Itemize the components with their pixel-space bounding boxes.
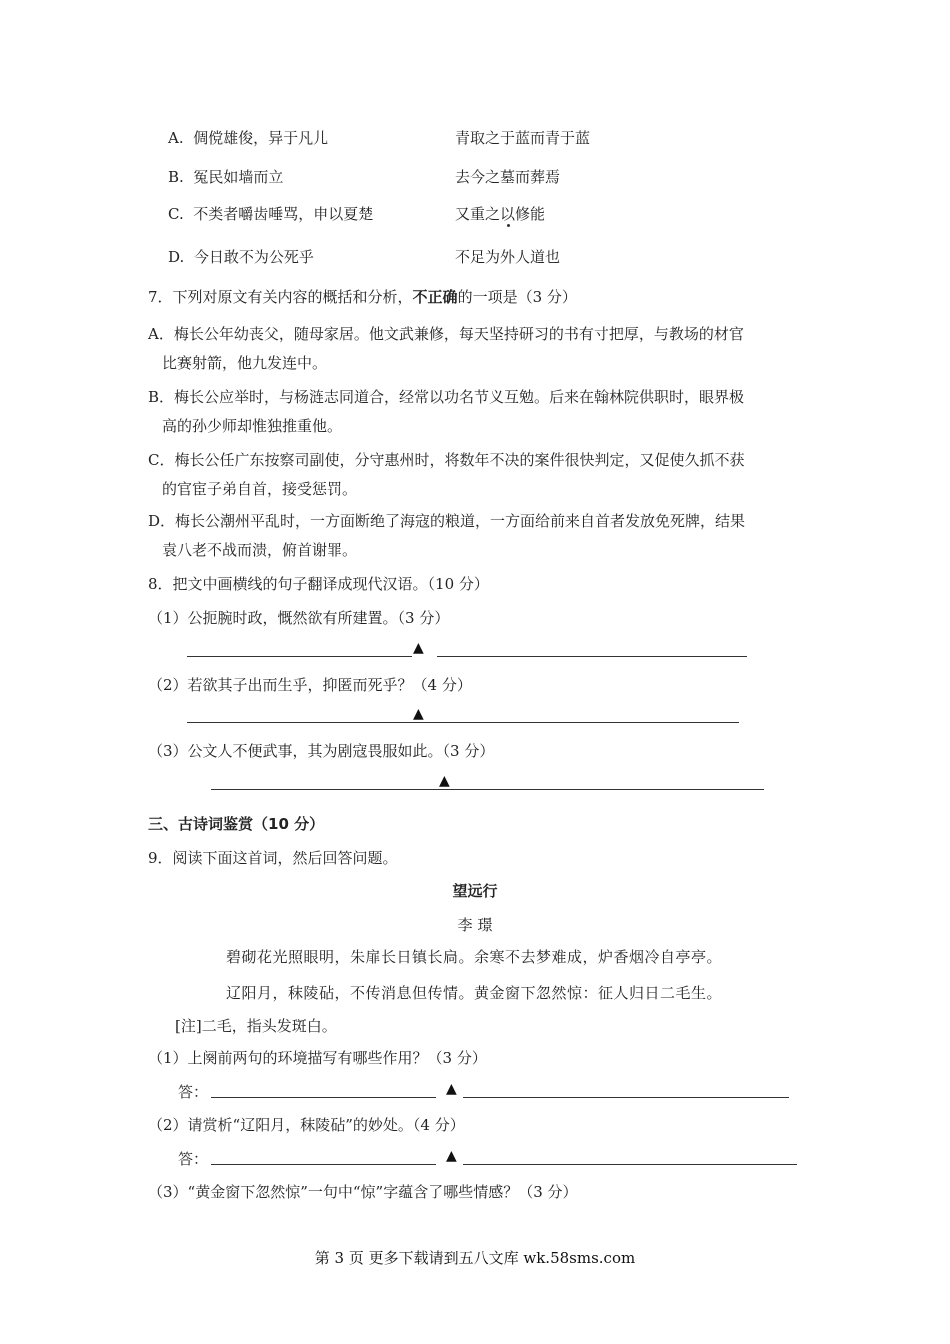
answer-line: [187, 722, 739, 723]
q8-item-3: （3）公文人不便武事，其为剧寇畏服如此。（3 分）: [148, 742, 495, 760]
triangle-marker-icon: ▲: [446, 1148, 457, 1164]
q6-option-a-right: 青取之于蓝而青于蓝: [455, 129, 591, 147]
q8-item-1: （1）公扼腕时政，慨然欲有所建置。（3 分）: [148, 609, 450, 627]
answer-label: 答：: [178, 1083, 209, 1101]
triangle-marker-icon: ▲: [446, 1081, 457, 1097]
q6-option-d: D. 今日敢不为公死乎: [168, 248, 314, 266]
q8-item-2: （2）若欲其子出而生乎，抑匿而死乎？（4 分）: [148, 676, 472, 694]
q6-option-c-right: 又重之以修能: [455, 205, 546, 223]
triangle-marker-icon: ▲: [413, 640, 424, 656]
q9-stem: 9．阅读下面这首词，然后回答问题。: [148, 849, 398, 867]
poem-line-1: 碧砌花光照眼明，朱扉长日镇长扃。余寒不去梦难成，炉香烟冷自亭亭。: [226, 948, 723, 966]
answer-line: [211, 1164, 436, 1165]
answer-line: [463, 1164, 797, 1165]
answer-line: [187, 656, 412, 657]
q6-option-b: B. 冤民如墙而立: [168, 168, 284, 186]
q6-option-c: C. 不类者嚼齿唾骂，申以夏楚: [168, 205, 374, 223]
section-3-title: 三、古诗词鉴赏（10 分）: [148, 815, 325, 833]
poem-author: 李 璟: [457, 916, 493, 934]
q6-option-a: A. 倜傥雄俊，异于凡儿: [168, 129, 329, 147]
page-footer: 第 3 页 更多下载请到五八文库 wk.58sms.com: [314, 1249, 636, 1267]
q7-option-b: B．梅长公应举时，与杨涟志同道合，经常以功名节义互勉。后来在翰林院供职时，眼界极 高的孙少师却惟独推重他。: [148, 388, 745, 435]
q7-option-c: C．梅长公任广东按察司副使，分守惠州时，将数年不决的案件很快判定，又促使久抓不获 的官宦子弟自首，接受惩罚。: [148, 451, 745, 498]
emphasis-dot-char: 以: [500, 205, 516, 223]
q8-stem: 8．把文中画横线的句子翻译成现代汉语。（10 分）: [148, 575, 489, 593]
triangle-marker-icon: ▲: [439, 773, 450, 789]
q7-option-a: A．梅长公年幼丧父，随母家居。他文武兼修，每天坚持研习的书有寸把厚，与教场的材官 比赛射箭，他九发连中。: [148, 325, 744, 372]
q7-option-d: D．梅长公潮州平乱时，一方面断绝了海寇的粮道，一方面给前来自首者发放免死牌，结果 袁八老不战而溃，俯首谢罪。: [148, 512, 746, 559]
poem-line-2: 辽阳月，秣陵砧，不传消息但传情。黄金窗下忽然惊：征人归日二毛生。: [226, 984, 723, 1002]
q9-sub-1: （1）上阕前两句的环境描写有哪些作用？（3 分）: [148, 1049, 487, 1067]
answer-line: [211, 1097, 436, 1098]
q9-sub-3: （3）“黄金窗下忽然惊”一句中“惊”字蕴含了哪些情感？（3 分）: [148, 1183, 578, 1201]
q6-option-b-right: 去今之墓而葬焉: [455, 168, 561, 186]
q6-option-d-right: 不足为外人道也: [455, 248, 561, 266]
answer-line: [437, 656, 747, 657]
answer-line: [211, 789, 764, 790]
answer-label: 答：: [178, 1150, 209, 1168]
q9-sub-2: （2）请赏析“辽阳月，秣陵砧”的妙处。（4 分）: [148, 1116, 465, 1134]
poem-title: 望远行: [452, 882, 498, 900]
answer-line: [463, 1097, 789, 1098]
poem-note: [注]二毛，指头发斑白。: [175, 1017, 337, 1035]
q7-stem: 7．下列对原文有关内容的概括和分析，不正确的一项是（3 分）: [148, 288, 577, 306]
triangle-marker-icon: ▲: [413, 706, 424, 722]
